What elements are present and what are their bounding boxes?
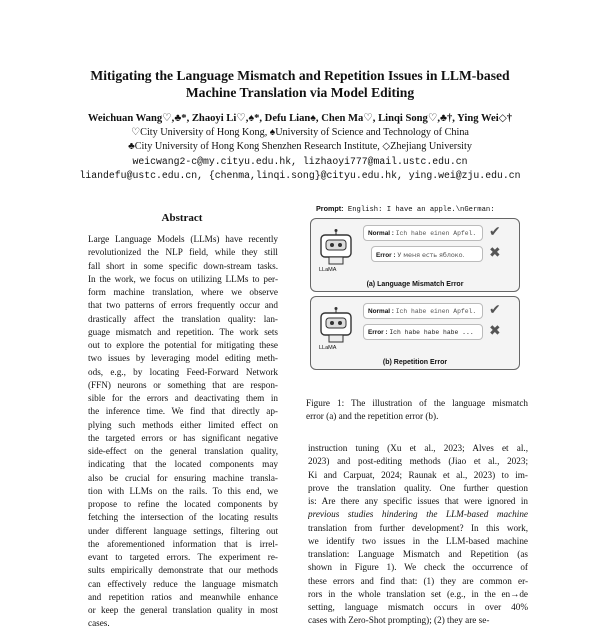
text-line: the aforementioned information that is irrel- xyxy=(88,538,278,549)
normal-output: Ich habe einen Apfel. xyxy=(395,308,477,315)
text-line: two issues by leveraging model editing meth- xyxy=(88,353,278,364)
normal-output-bubble xyxy=(363,225,483,241)
text-line: drastically affect the translation quality: lan- xyxy=(88,313,278,324)
figure-caption xyxy=(306,397,528,422)
text-line: Figure 1: The illustration of the language mismatch xyxy=(306,398,528,408)
email-line-2: liandefu@ustc.edu.cn, {chenma,linqi.song}@cityu.edu.hk, ying.wei@zju.edu.cn xyxy=(79,170,521,181)
text-line: translation: Language Mismatch and Repetition (as xyxy=(308,549,528,559)
figure-1 xyxy=(306,200,524,380)
text-line: sible for the errors and deactivating them in xyxy=(88,393,278,403)
cross-icon: ✖ xyxy=(489,245,501,261)
text-line: rors in the whole translation set (e.g., in the en→de xyxy=(308,588,528,599)
error-output-bubble xyxy=(371,246,483,262)
text-line: and repetition ratios and meanwhile enhance xyxy=(88,591,278,602)
prompt-text: English: I have an apple.\nGerman: xyxy=(347,206,495,214)
panel-language-mismatch xyxy=(310,218,520,292)
text-line: translation from further development? In this work, xyxy=(308,522,528,533)
text-line: fetching the intersection of the locating results xyxy=(88,512,278,523)
text-line: Ki and Carpuat, 2024; Raunak et al., 2023) to im- xyxy=(308,469,528,480)
text-line: revolutionized the NLP field, while they still xyxy=(88,247,278,258)
error-output-bubble xyxy=(363,324,483,340)
normal-output-bubble xyxy=(363,303,483,319)
abstract-heading: Abstract xyxy=(161,212,203,224)
text-line: these errors and find that: (1) they are common er- xyxy=(308,575,528,586)
affiliation-line-1: ♡City University of Hong Kong, ♠University of Science and Technology of China xyxy=(131,127,469,138)
error-output: Ich habe habe habe ... xyxy=(389,329,474,336)
text-line: (FFN) neurons or something that are respon- xyxy=(88,379,278,390)
text-line: 2023) and post-editing methods (Jiao et al., 2023; xyxy=(308,456,528,467)
text-line: propose to refine the located components by xyxy=(88,499,278,509)
error-output: У меня есть яблоко. xyxy=(397,251,465,259)
text-line: evant to targeted errors. The experiment re- xyxy=(88,552,278,562)
error-label: Error : xyxy=(368,329,388,336)
text-line: side-effect on the general translation quality, xyxy=(88,446,278,456)
panel-a-caption: (a) Language Mismatch Error xyxy=(366,281,464,288)
title-line-1: Mitigating the Language Mismatch and Repetition Issues in LLM-based xyxy=(90,68,510,83)
normal-label: Normal : xyxy=(368,308,394,315)
text-line: setting, language mismatch occurs in over 40% xyxy=(308,602,528,612)
abstract-text xyxy=(88,233,278,631)
prompt-line xyxy=(316,204,516,214)
text-line: can effectively reduce the language mismatch xyxy=(88,578,278,589)
llama-robot-icon xyxy=(319,229,353,265)
text-line: tion with LLMs on the rails. To this end, we xyxy=(88,485,278,496)
text-line: we identify two issues in the LLM-based machine xyxy=(308,535,528,546)
llama-label: LLaMA xyxy=(319,345,337,351)
title-line-2: Machine Translation via Model Editing xyxy=(185,85,415,100)
text-line: ods, e.g., by locating Feed-Forward Network xyxy=(88,366,278,377)
text-line: fall short in some specific down-stream tasks. xyxy=(88,260,278,271)
text-line: the targeted errors or has significant negative xyxy=(88,432,278,443)
panel-repetition xyxy=(310,296,520,370)
paper-title xyxy=(40,67,560,101)
text-line: cases with Zero-Shot prompting); (2) they are se- xyxy=(308,615,490,626)
text-line: instruction tuning (Xu et al., 2023; Alves et al., xyxy=(308,443,528,453)
text-line: previous studies hindering the LLM-based machine xyxy=(308,509,528,520)
text-line: cases. xyxy=(88,618,110,629)
cross-icon: ✖ xyxy=(489,323,501,339)
text-line: plying such methods either limited effect on xyxy=(88,419,278,430)
normal-label: Normal : xyxy=(368,230,394,237)
normal-output: Ich habe einen Apfel. xyxy=(395,230,477,237)
affiliation-line-2: ♣City University of Hong Kong Shenzhen Research Institute, ◇Zhejiang University xyxy=(128,141,472,152)
check-icon: ✔ xyxy=(489,302,501,318)
text-line: that two patterns of errors frequently occur and xyxy=(88,300,278,311)
panel-b-caption: (b) Repetition Error xyxy=(382,359,448,366)
text-line: also be crucial for ensuring machine transla- xyxy=(88,472,278,483)
text-line: Large Language Models (LLMs) have recently xyxy=(88,234,278,244)
text-line: out to explore the potential for mitigating these xyxy=(88,340,278,350)
error-label: Error : xyxy=(376,252,396,259)
text-line: prove the translation quality. One further question xyxy=(308,482,528,493)
text-line: sults empirically demonstrate that our methods xyxy=(88,565,278,576)
text-line: form machine translation, where we observe xyxy=(88,287,278,297)
email-line-1: weicwang2-c@my.cityu.edu.hk, lizhaoyi777@mail.ustc.edu.cn xyxy=(132,156,468,167)
llama-robot-icon xyxy=(319,307,353,343)
text-line: In the work, we focus on utilizing LLMs to per- xyxy=(88,273,278,284)
text-line: error (a) and the repetition error (b). xyxy=(306,410,439,421)
text-line: shown in Figure 1). We check the occurrence of xyxy=(308,562,528,573)
text-line: indicating that the located components may xyxy=(88,459,278,470)
check-icon: ✔ xyxy=(489,224,501,240)
author-list: Weichuan Wang♡,♣*, Zhaoyi Li♡,♠*, Defu Lian♠, Chen Ma♡, Linqi Song♡,♣†, Ying Wei◇† xyxy=(87,113,513,124)
text-line: under different language settings, filtering out xyxy=(88,525,278,536)
llama-label: LLaMA xyxy=(319,267,337,273)
text-line: guage mismatch and repetition. The work sets xyxy=(88,326,278,337)
text-line: or keep the general translation quality in most xyxy=(88,605,278,615)
text-line: the inference time. We find that directly ap- xyxy=(88,406,278,417)
text-line: is: Are there any specific issues that were ignored in xyxy=(308,496,528,506)
prompt-label: Prompt: xyxy=(316,204,344,213)
